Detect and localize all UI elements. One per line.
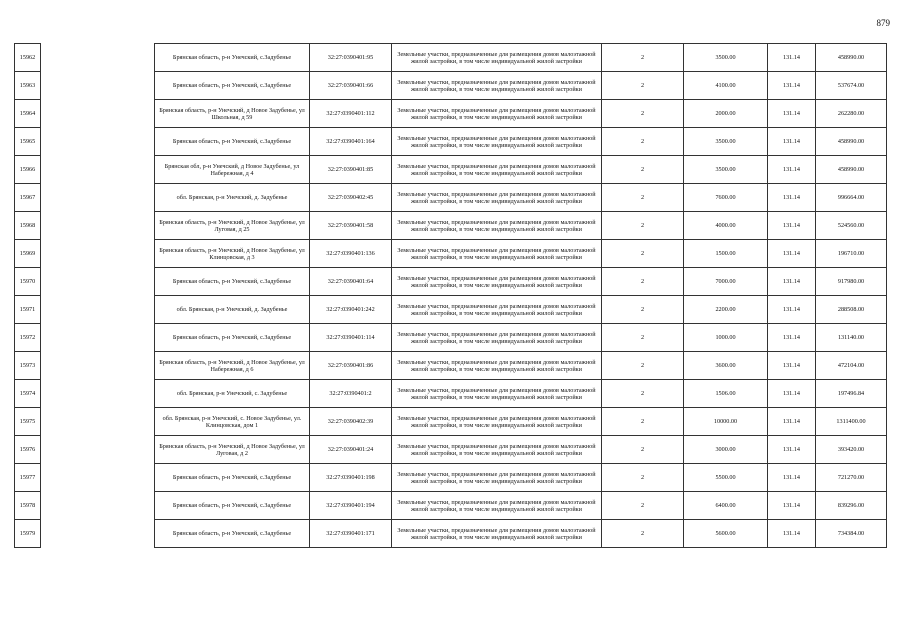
area-cell: 3500.00 <box>684 44 768 72</box>
row-number: 15973 <box>15 352 41 380</box>
cadastral-value-cell: 1311400.00 <box>816 408 887 436</box>
area-cell: 10000.00 <box>684 408 768 436</box>
gap-cell <box>41 212 155 240</box>
row-number: 15968 <box>15 212 41 240</box>
gap-cell <box>41 100 155 128</box>
table-row <box>15 492 887 520</box>
land-purpose-cell: Земельные участки, предназначенные для размещения домов малоэтажной жилой застройки, в том числе индивидуальной жилой застройки <box>392 268 602 296</box>
land-purpose-cell: Земельные участки, предназначенные для размещения домов малоэтажной жилой застройки, в том числе индивидуальной жилой застройки <box>392 156 602 184</box>
address-cell: Брянская область, р-н Унечский, с.Задубенье <box>155 268 310 296</box>
page-number: 879 <box>876 18 890 28</box>
cadastral-number-cell: 32:27:0390401:95 <box>310 44 392 72</box>
area-cell: 1506.00 <box>684 380 768 408</box>
rate-cell: 131.14 <box>768 464 816 492</box>
group-cell: 2 <box>602 380 684 408</box>
gap-cell <box>41 436 155 464</box>
rate-cell: 131.14 <box>768 128 816 156</box>
rate-cell: 131.14 <box>768 268 816 296</box>
table-row <box>15 100 887 128</box>
gap-cell <box>41 184 155 212</box>
cadastral-value-cell: 196710.00 <box>816 240 887 268</box>
land-purpose-cell: Земельные участки, предназначенные для размещения домов малоэтажной жилой застройки, в том числе индивидуальной жилой застройки <box>392 408 602 436</box>
rate-cell: 131.14 <box>768 44 816 72</box>
rate-cell: 131.14 <box>768 100 816 128</box>
land-purpose-cell: Земельные участки, предназначенные для размещения домов малоэтажной жилой застройки, в том числе индивидуальной жилой застройки <box>392 520 602 548</box>
row-number: 15974 <box>15 380 41 408</box>
land-purpose-cell: Земельные участки, предназначенные для размещения домов малоэтажной жилой застройки, в том числе индивидуальной жилой застройки <box>392 212 602 240</box>
group-cell: 2 <box>602 212 684 240</box>
table-body <box>15 44 887 548</box>
group-cell: 2 <box>602 436 684 464</box>
cadastral-number-cell: 32:27:0390401:114 <box>310 324 392 352</box>
cadastral-number-cell: 32:27:0390401:171 <box>310 520 392 548</box>
cadastral-number-cell: 32:27:0390401:2 <box>310 380 392 408</box>
gap-cell <box>41 408 155 436</box>
gap-cell <box>41 492 155 520</box>
group-cell: 2 <box>602 464 684 492</box>
rate-cell: 131.14 <box>768 296 816 324</box>
cadastral-number-cell: 32:27:0390401:194 <box>310 492 392 520</box>
row-number: 15969 <box>15 240 41 268</box>
rate-cell: 131.14 <box>768 436 816 464</box>
row-number: 15976 <box>15 436 41 464</box>
row-number: 15978 <box>15 492 41 520</box>
area-cell: 1500.00 <box>684 240 768 268</box>
cadastral-number-cell: 32:27:0390401:112 <box>310 100 392 128</box>
table-row <box>15 268 887 296</box>
cadastral-value-cell: 458990.00 <box>816 156 887 184</box>
address-cell: Брянская область, р-н Унечский, с.Задубенье <box>155 72 310 100</box>
cadastral-value-cell: 996664.00 <box>816 184 887 212</box>
group-cell: 2 <box>602 324 684 352</box>
area-cell: 7600.00 <box>684 184 768 212</box>
land-purpose-cell: Земельные участки, предназначенные для размещения домов малоэтажной жилой застройки, в том числе индивидуальной жилой застройки <box>392 72 602 100</box>
table-row <box>15 240 887 268</box>
cadastral-value-cell: 472104.00 <box>816 352 887 380</box>
group-cell: 2 <box>602 184 684 212</box>
land-purpose-cell: Земельные участки, предназначенные для размещения домов малоэтажной жилой застройки, в том числе индивидуальной жилой застройки <box>392 324 602 352</box>
rate-cell: 131.14 <box>768 240 816 268</box>
land-purpose-cell: Земельные участки, предназначенные для размещения домов малоэтажной жилой застройки, в том числе индивидуальной жилой застройки <box>392 380 602 408</box>
group-cell: 2 <box>602 72 684 100</box>
table-row <box>15 296 887 324</box>
cadastral-value-cell: 262280.00 <box>816 100 887 128</box>
row-number: 15975 <box>15 408 41 436</box>
row-number: 15963 <box>15 72 41 100</box>
address-cell: Брянская область, р-н Унечский, с.Задубенье <box>155 324 310 352</box>
cadastral-value-cell: 288508.00 <box>816 296 887 324</box>
area-cell: 1000.00 <box>684 324 768 352</box>
gap-cell <box>41 128 155 156</box>
gap-cell <box>41 352 155 380</box>
land-purpose-cell: Земельные участки, предназначенные для размещения домов малоэтажной жилой застройки, в том числе индивидуальной жилой застройки <box>392 464 602 492</box>
address-cell: Брянская область, р-н Унечский, д Новое Задубенье, ул Школьная, д 59 <box>155 100 310 128</box>
rate-cell: 131.14 <box>768 156 816 184</box>
table-row <box>15 324 887 352</box>
row-number: 15962 <box>15 44 41 72</box>
rate-cell: 131.14 <box>768 324 816 352</box>
group-cell: 2 <box>602 268 684 296</box>
cadastral-number-cell: 32:27:0390401:198 <box>310 464 392 492</box>
cadastral-value-cell: 721270.00 <box>816 464 887 492</box>
rate-cell: 131.14 <box>768 408 816 436</box>
cadastral-number-cell: 32:27:0390401:85 <box>310 156 392 184</box>
group-cell: 2 <box>602 44 684 72</box>
cadastral-number-cell: 32:27:0390401:86 <box>310 352 392 380</box>
table-row <box>15 128 887 156</box>
rate-cell: 131.14 <box>768 212 816 240</box>
cadastral-number-cell: 32:27:0390402:39 <box>310 408 392 436</box>
gap-cell <box>41 240 155 268</box>
table-row <box>15 44 887 72</box>
area-cell: 2200.00 <box>684 296 768 324</box>
address-cell: обл. Брянская, р-н Унечский, с. Новое Задубенье, ул. Клинцовская, дом 1 <box>155 408 310 436</box>
row-number: 15965 <box>15 128 41 156</box>
area-cell: 6400.00 <box>684 492 768 520</box>
cadastral-number-cell: 32:27:0390401:64 <box>310 268 392 296</box>
cadastral-value-cell: 734384.00 <box>816 520 887 548</box>
rate-cell: 131.14 <box>768 380 816 408</box>
rate-cell: 131.14 <box>768 520 816 548</box>
cadastral-value-cell: 524560.00 <box>816 212 887 240</box>
gap-cell <box>41 268 155 296</box>
row-number: 15971 <box>15 296 41 324</box>
cadastral-number-cell: 32:27:0390401:242 <box>310 296 392 324</box>
cadastral-number-cell: 32:27:0390401:24 <box>310 436 392 464</box>
address-cell: Брянская область, р-н Унечский, д Новое Задубенье, ул Луговая, д 25 <box>155 212 310 240</box>
cadastral-value-cell: 197496.84 <box>816 380 887 408</box>
address-cell: обл. Брянская, р-н Унечский, д. Задубенье <box>155 184 310 212</box>
address-cell: Брянская область, р-н Унечский, д Новое Задубенье, ул Набережная, д 6 <box>155 352 310 380</box>
group-cell: 2 <box>602 408 684 436</box>
gap-cell <box>41 324 155 352</box>
cadastral-number-cell: 32:27:0390401:136 <box>310 240 392 268</box>
area-cell: 2000.00 <box>684 100 768 128</box>
cadastral-number-cell: 32:27:0390401:58 <box>310 212 392 240</box>
land-purpose-cell: Земельные участки, предназначенные для размещения домов малоэтажной жилой застройки, в том числе индивидуальной жилой застройки <box>392 44 602 72</box>
table-row <box>15 464 887 492</box>
area-cell: 3500.00 <box>684 128 768 156</box>
table-row <box>15 520 887 548</box>
gap-cell <box>41 44 155 72</box>
cadastral-number-cell: 32:27:0390401:164 <box>310 128 392 156</box>
cadastral-number-cell: 32:27:0390402:45 <box>310 184 392 212</box>
table-row <box>15 184 887 212</box>
group-cell: 2 <box>602 100 684 128</box>
land-purpose-cell: Земельные участки, предназначенные для размещения домов малоэтажной жилой застройки, в том числе индивидуальной жилой застройки <box>392 184 602 212</box>
table-row <box>15 212 887 240</box>
group-cell: 2 <box>602 296 684 324</box>
cadastral-value-cell: 537674.00 <box>816 72 887 100</box>
group-cell: 2 <box>602 240 684 268</box>
address-cell: Брянская область, р-н Унечский, с.Задубенье <box>155 520 310 548</box>
cadastral-value-cell: 917980.00 <box>816 268 887 296</box>
land-purpose-cell: Земельные участки, предназначенные для размещения домов малоэтажной жилой застройки, в том числе индивидуальной жилой застройки <box>392 352 602 380</box>
table-row <box>15 156 887 184</box>
land-purpose-cell: Земельные участки, предназначенные для размещения домов малоэтажной жилой застройки, в том числе индивидуальной жилой застройки <box>392 128 602 156</box>
address-cell: Брянская область, р-н Унечский, с.Задубенье <box>155 44 310 72</box>
area-cell: 4000.00 <box>684 212 768 240</box>
rate-cell: 131.14 <box>768 352 816 380</box>
cadastral-value-cell: 131140.00 <box>816 324 887 352</box>
land-purpose-cell: Земельные участки, предназначенные для размещения домов малоэтажной жилой застройки, в том числе индивидуальной жилой застройки <box>392 436 602 464</box>
address-cell: Брянская область, р-н Унечский, с.Задубенье <box>155 464 310 492</box>
gap-cell <box>41 296 155 324</box>
cadastral-value-cell: 393420.00 <box>816 436 887 464</box>
land-purpose-cell: Земельные участки, предназначенные для размещения домов малоэтажной жилой застройки, в том числе индивидуальной жилой застройки <box>392 492 602 520</box>
area-cell: 7000.00 <box>684 268 768 296</box>
address-cell: обл. Брянская, р-н Унечский, д. Задубенье <box>155 296 310 324</box>
address-cell: Брянская область, р-н Унечский, с.Задубенье <box>155 128 310 156</box>
land-purpose-cell: Земельные участки, предназначенные для размещения домов малоэтажной жилой застройки, в том числе индивидуальной жилой застройки <box>392 296 602 324</box>
table-row <box>15 72 887 100</box>
group-cell: 2 <box>602 520 684 548</box>
table-row <box>15 380 887 408</box>
group-cell: 2 <box>602 156 684 184</box>
land-registry-table <box>14 43 887 548</box>
table-row <box>15 352 887 380</box>
group-cell: 2 <box>602 128 684 156</box>
group-cell: 2 <box>602 492 684 520</box>
gap-cell <box>41 464 155 492</box>
area-cell: 5500.00 <box>684 464 768 492</box>
land-purpose-cell: Земельные участки, предназначенные для размещения домов малоэтажной жилой застройки, в том числе индивидуальной жилой застройки <box>392 100 602 128</box>
land-purpose-cell: Земельные участки, предназначенные для размещения домов малоэтажной жилой застройки, в том числе индивидуальной жилой застройки <box>392 240 602 268</box>
group-cell: 2 <box>602 352 684 380</box>
gap-cell <box>41 72 155 100</box>
area-cell: 4100.00 <box>684 72 768 100</box>
row-number: 15979 <box>15 520 41 548</box>
address-cell: обл. Брянская, р-н Унечский, с. Задубенье <box>155 380 310 408</box>
address-cell: Брянская область, р-н Унечский, д Новое Задубенье, ул Луговая, д 2 <box>155 436 310 464</box>
area-cell: 3000.00 <box>684 436 768 464</box>
row-number: 15972 <box>15 324 41 352</box>
address-cell: Брянская область, р-н Унечский, с.Задубенье <box>155 492 310 520</box>
area-cell: 3600.00 <box>684 352 768 380</box>
cadastral-value-cell: 458990.00 <box>816 44 887 72</box>
cadastral-value-cell: 458990.00 <box>816 128 887 156</box>
row-number: 15967 <box>15 184 41 212</box>
row-number: 15970 <box>15 268 41 296</box>
cadastral-value-cell: 839296.00 <box>816 492 887 520</box>
table-row <box>15 436 887 464</box>
area-cell: 3500.00 <box>684 156 768 184</box>
row-number: 15977 <box>15 464 41 492</box>
row-number: 15966 <box>15 156 41 184</box>
gap-cell <box>41 156 155 184</box>
address-cell: Брянская обл, р-н Унечский, д Новое Задубенье, ул Набережная, д 4 <box>155 156 310 184</box>
address-cell: Брянская область, р-н Унечский, д Новое Задубенье, ул Клинцовская, д 3 <box>155 240 310 268</box>
rate-cell: 131.14 <box>768 492 816 520</box>
table-row <box>15 408 887 436</box>
rate-cell: 131.14 <box>768 184 816 212</box>
area-cell: 5600.00 <box>684 520 768 548</box>
gap-cell <box>41 380 155 408</box>
row-number: 15964 <box>15 100 41 128</box>
gap-cell <box>41 520 155 548</box>
cadastral-number-cell: 32:27:0390401:66 <box>310 72 392 100</box>
rate-cell: 131.14 <box>768 72 816 100</box>
